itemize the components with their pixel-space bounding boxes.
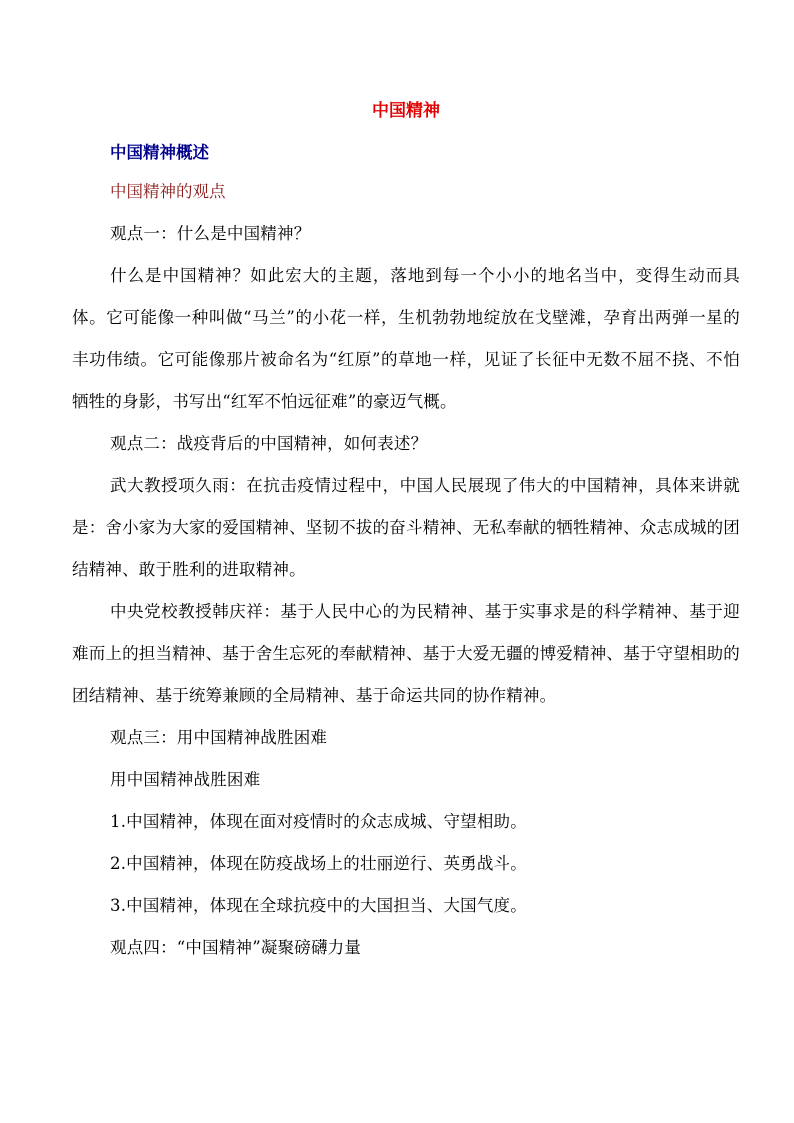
paragraph: 武大教授项久雨：在抗击疫情过程中，中国人民展现了伟大的中国精神，具体来讲就是：舍小家为大家的爱国精神、坚韧不拔的奋斗精神、无私奉献的牺牲精神、众志成城的团结精神、敢于胜利的进取精神。: [72, 476, 740, 579]
paragraph: 中央党校教授韩庆祥：基于人民中心的为民精神、基于实事求是的科学精神、基于迎难而上的担当精神、基于舍生忘死的奉献精神、基于大爱无疆的博爱精神、基于守望相助的团结精神、基于统筹兼顾的全局精神、基于命运共同的协作精神。: [72, 602, 740, 705]
viewpoint-1-heading: 观点一：什么是中国精神？: [110, 224, 311, 243]
paragraph: 用中国精神战胜困难: [110, 770, 261, 789]
section-subheading: 中国精神的观点: [110, 182, 226, 201]
viewpoint-3-heading: 观点三：用中国精神战胜困难: [110, 728, 328, 747]
list-item: 1.中国精神，体现在面对疫情时的众志成城、守望相助。: [110, 812, 527, 831]
list-item: 3.中国精神，体现在全球抗疫中的大国担当、大国气度。: [110, 896, 527, 915]
viewpoint-2-heading: 观点二：战疫背后的中国精神，如何表述？: [110, 434, 428, 453]
paragraph: 什么是中国精神？如此宏大的主题，落地到每一个小小的地名当中，变得生动而具体。它可能像一种叫做“马兰”的小花一样，生机勃勃地绽放在戈壁滩，孕育出两弹一星的丰功伟绩。它可能像那片被命名为“红原”的草地一样，见证了长征中无数不屈不挠、不怕牺牲的身影，书写出“红军不怕远征难”的豪迈气概。: [72, 266, 740, 411]
document-title: 中国精神: [372, 101, 440, 121]
list-item: 2.中国精神，体现在防疫战场上的壮丽逆行、英勇战斗。: [110, 854, 527, 873]
viewpoint-4-heading: 观点四：“中国精神”凝聚磅礴力量: [110, 938, 362, 957]
section-heading: 中国精神概述: [110, 143, 209, 162]
document-body: [72, 98, 740, 969]
